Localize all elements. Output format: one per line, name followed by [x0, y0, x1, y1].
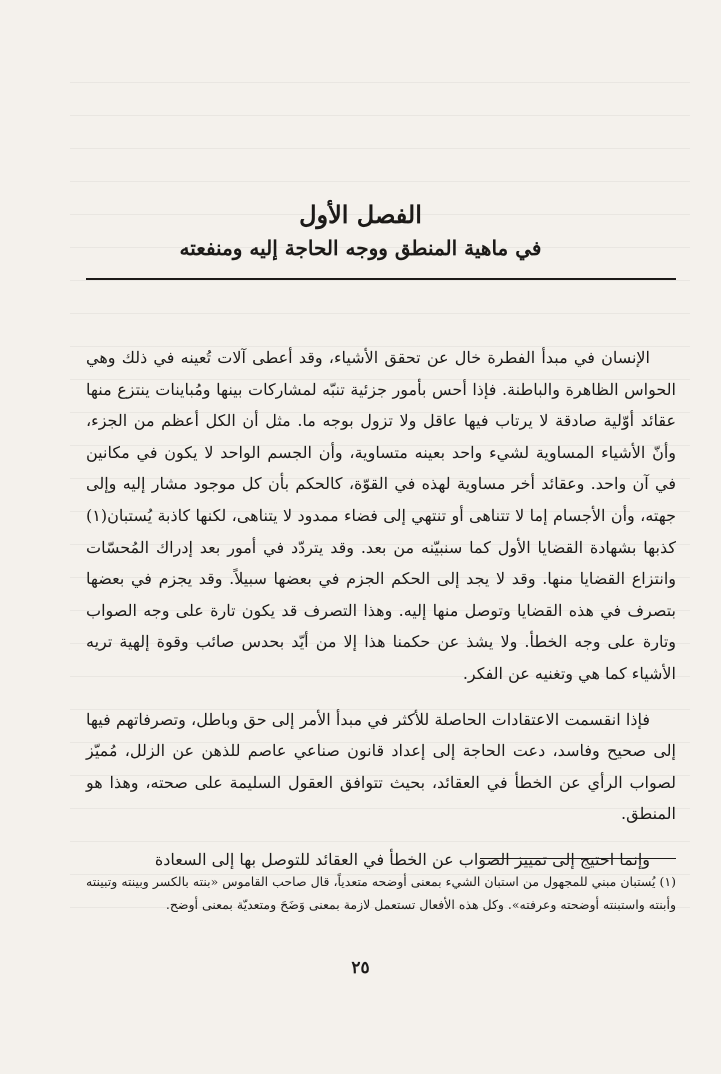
footnote: (١) يُستبان مبني للمجهول من استبان الشيء بمعنى أوضحه متعدياً، قال صاحب القاموس «بنته بالكسر وبينته وتبينته وأبنته واستبنته أوضحته وعرفته». وكل هذه الأفعال تستعمل لازمة بمعنى وَضَحَ ومتعديّة بمعنى أوضح.	[86, 874, 676, 912]
chapter-subtitle: في ماهية المنطق ووجه الحاجة إليه ومنفعته	[179, 236, 542, 260]
paragraph: الإنسان في مبدأ الفطرة خال عن تحقق الأشياء، وقد أعطى آلات تُعينه في ذلك وهي الحواس الظاهرة والباطنة. فإذا أحس بأمور جزئية تنبّه لمشاركات بينها ومُباينات ينتزع منها عقائد أوّلية صادقة لا يرتاب فيها عاقل ولا تزول بوجه ما. مثل أن الكل أعظم من الجزء، وأنّ الأشياء المساوية لشيء واحد بعينه متساوية، وأن الجسم الواحد لا يكون في مكانين في آن واحد. وعقائد أخر مساوية لهذه في القوّة، كالحكم بأن كل موجود مشار إليه وإلى جهته، وأن الأجسام إما لا تتناهى أو تنتهي إلى فضاء ممدود لا يتناهى، لكنها كاذبة يُستبان(١) كذبها بشهادة القضايا الأول كما سنبيّنه من بعد. وقد يتردّد في أمور بعد إدراك المُحسّات وانتزاع القضايا منها. وقد لا يجد إلى الحكم الجزم في بعضها سبيلاً. وقد يجزم في بعضها بتصرف في هذه القضايا وتوصل منها إليه. وهذا التصرف قد يكون تارة على وجه الصواب وتارة على وجه الخطأ. ولا يشذ عن حكمنا هذا إلا من أيّد بحدس صائب وقوة إلهية تريه الأشياء كما هي وتغنيه عن الفكر.	[86, 348, 677, 683]
page-number: ٢٥	[351, 958, 370, 978]
paragraph: فإذا انقسمت الاعتقادات الحاصلة للأكثر في مبدأ الأمر إلى حق وباطل، وتصرفاتهم فيها إلى صحيح وفاسد، دعت الحاجة إلى إعداد قانون صناعي عاصم للذهن عن الزلل، مُميّز لصواب الرأي عن الخطأ في العقائد، بحيث تتوافق العقول السليمة على صحته، وهذا هو المنطق.	[86, 709, 677, 824]
body-text	[86, 342, 676, 890]
title-divider	[86, 278, 676, 280]
paragraph: وإنما احتيج إلى تمييز الصواب عن الخطأ في العقائد للتوصل بها إلى السعادة	[154, 849, 650, 869]
chapter-title: الفصل الأول	[299, 200, 422, 229]
footnote-divider	[480, 858, 676, 859]
